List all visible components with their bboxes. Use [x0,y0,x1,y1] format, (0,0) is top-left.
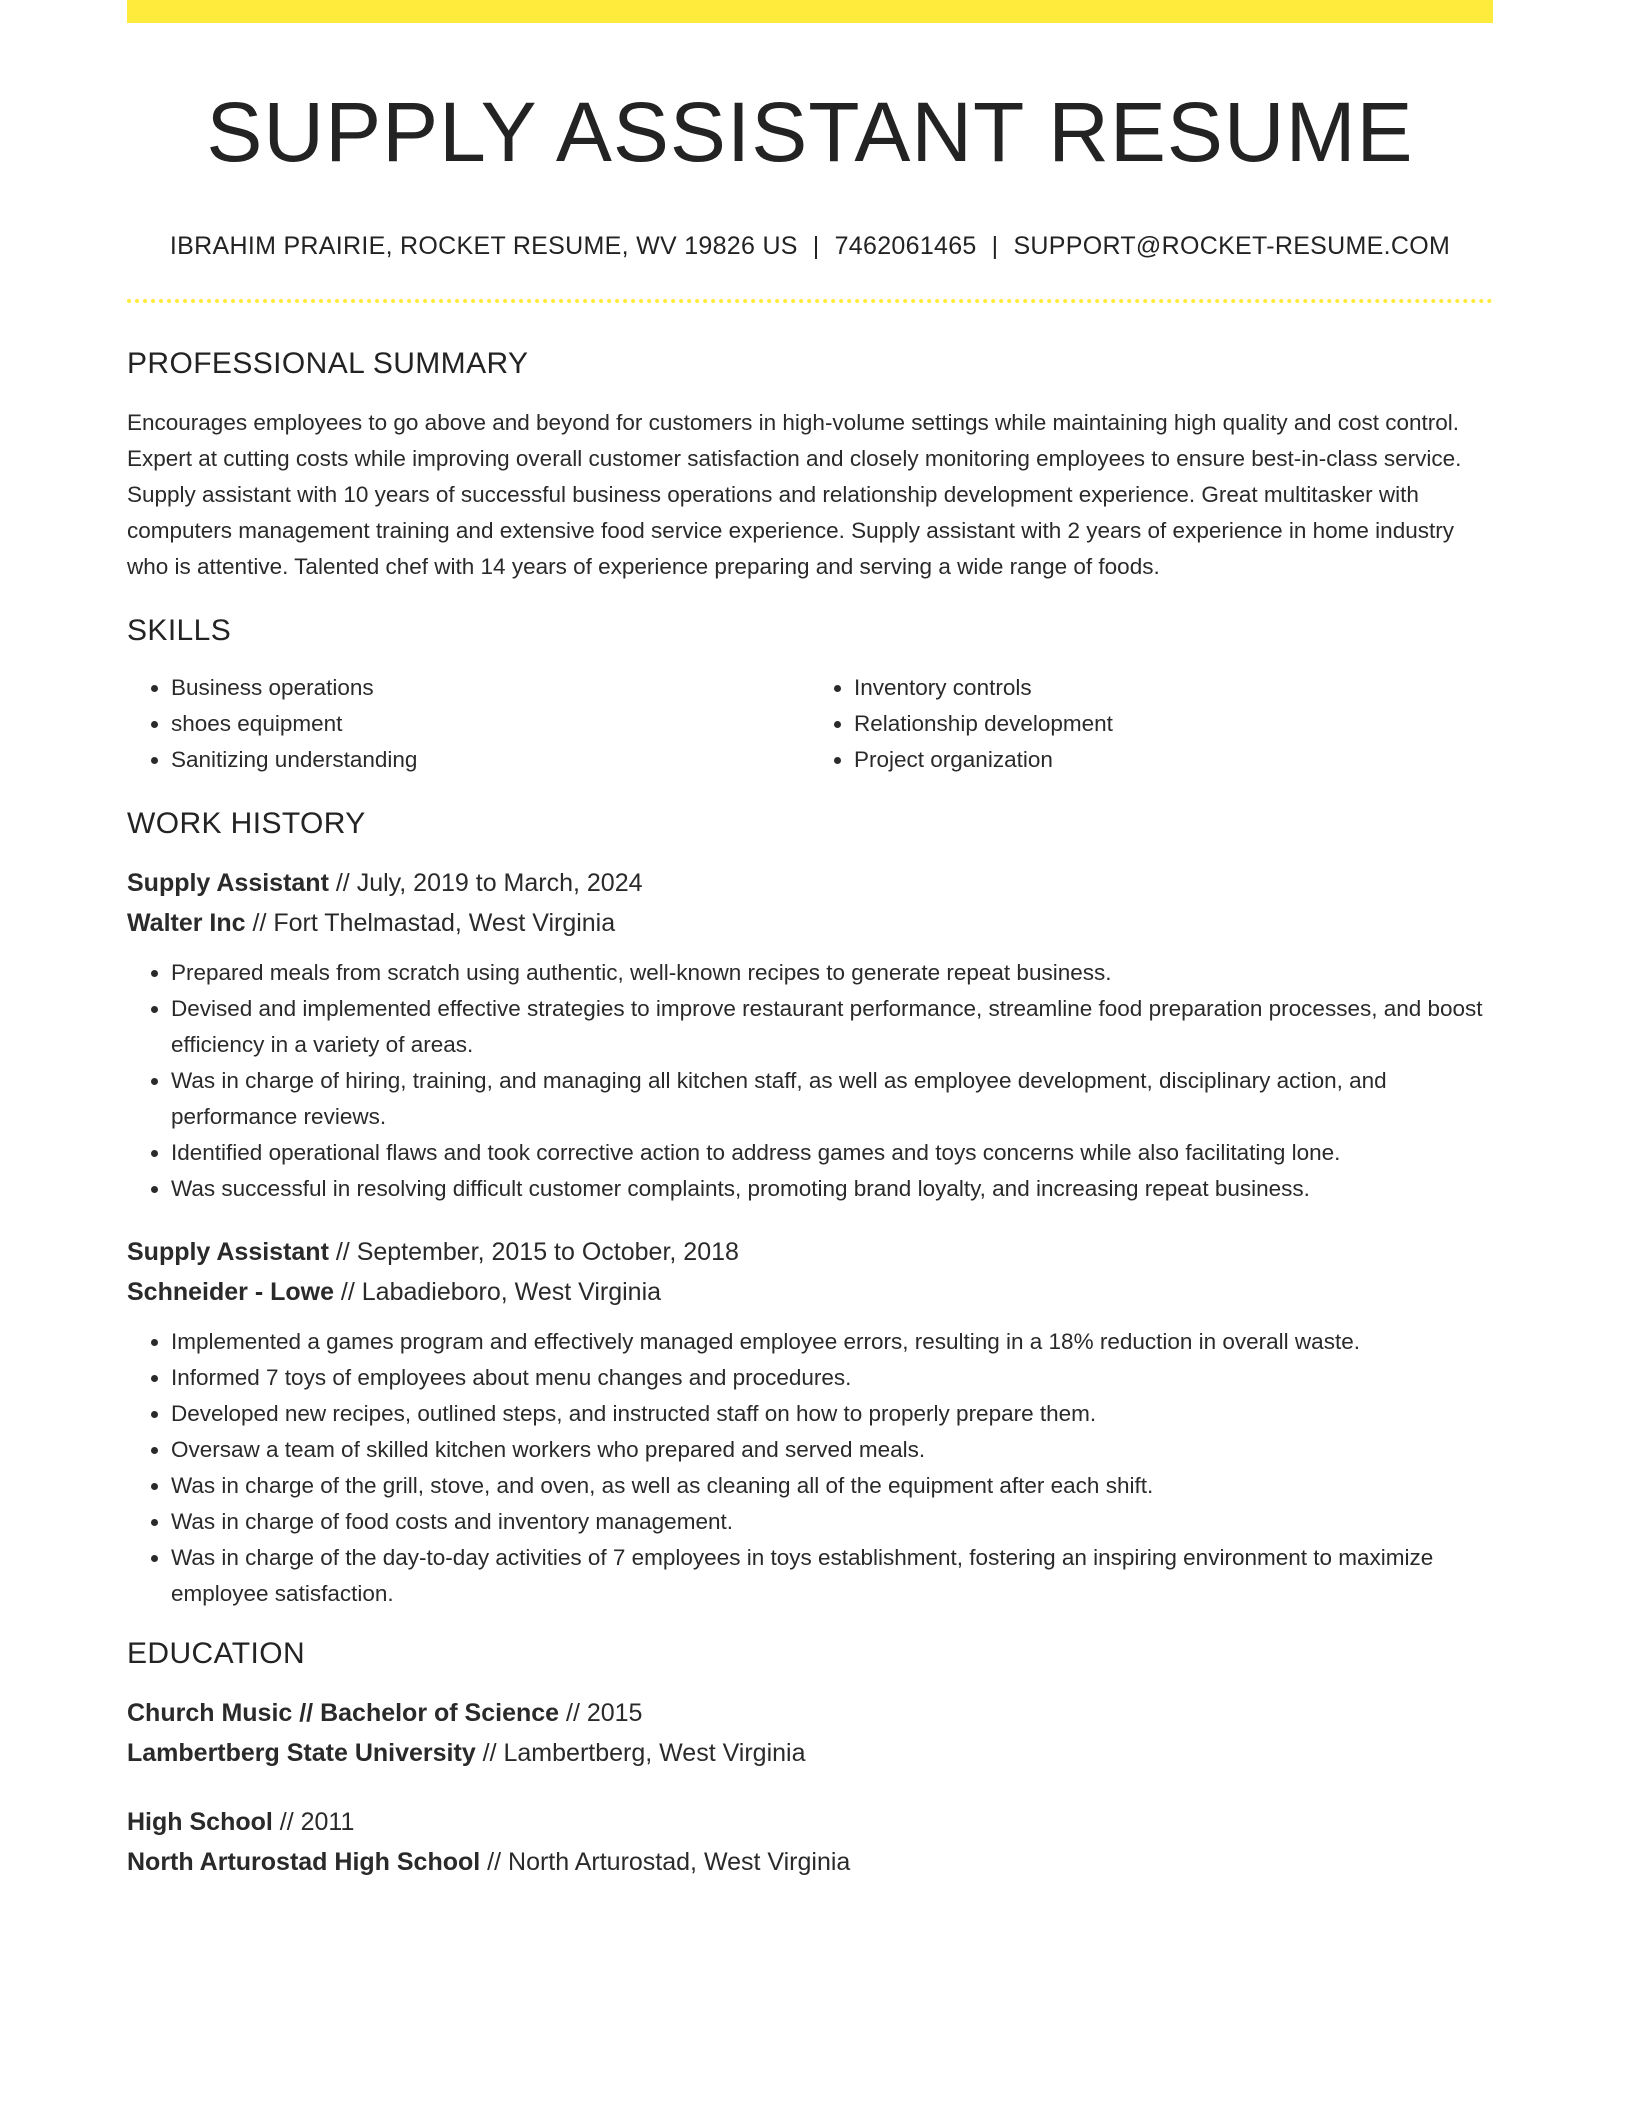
dotted-divider [127,299,1493,303]
job-title: Supply Assistant [127,869,329,898]
education-location: // Lambertberg, West Virginia [475,1739,806,1768]
contact-line [127,232,1493,261]
contact-email: SUPPORT@ROCKET-RESUME.COM [1013,232,1451,261]
skill-item: • Business operations [171,670,810,706]
job-bullets [127,1324,1493,1612]
contact-separator: | [812,232,820,261]
skills-column-right [810,670,1493,778]
job-bullet: • Was in charge of food costs and inventory management. [171,1504,1493,1540]
contact-phone: 7462061465 [834,232,977,261]
education-heading: EDUCATION [127,1637,306,1671]
education-year: // 2015 [559,1699,643,1728]
summary-heading: PROFESSIONAL SUMMARY [127,347,529,381]
job-bullet: • Oversaw a team of skilled kitchen workers who prepared and served meals. [171,1432,1493,1468]
job-entry [127,863,1493,943]
job-bullets [127,955,1493,1207]
job-bullet: • Developed new recipes, outlined steps, and instructed staff on how to properly prepare them. [171,1396,1493,1432]
summary-text: Encourages employees to go above and beyond for customers in high-volume settings while maintaining high quality and cost control. Expert at cutting costs while improving overall customer satisfaction and closely monitoring employees to ensure best-in-class service. Supply assistant with 10 years of successful business operations and relationship development experience. Great multitasker with computers management training and extensive food service experience. Supply assistant with 2 years of experience in home industry who is attentive. Talented chef with 14 years of experience preparing and serving a wide range of foods. [127,410,1462,580]
skills-heading: SKILLS [127,614,232,648]
job-location: // Labadieboro, West Virginia [333,1278,662,1307]
contact-address: IBRAHIM PRAIRIE, ROCKET RESUME, WV 19826 US [169,232,798,261]
job-bullet: • Implemented a games program and effectively managed employee errors, resulting in a 18% reduction in overall waste. [171,1324,1493,1360]
job-company: Walter Inc [127,909,246,938]
job-title-line [127,863,1493,903]
work-history-heading: WORK HISTORY [127,807,366,841]
job-bullet: • Devised and implemented effective strategies to improve restaurant performance, streamline food preparation processes, and boost efficiency in a variety of areas. [171,991,1493,1063]
skills-column-left [127,670,810,778]
education-school: North Arturostad High School [127,1848,481,1877]
education-degree-line [127,1802,1493,1842]
education-location: // North Arturostad, West Virginia [480,1848,851,1877]
education-year: // 2011 [272,1808,355,1837]
job-dates: // September, 2015 to October, 2018 [328,1238,739,1267]
job-bullet: • Identified operational flaws and took corrective action to address games and toys concerns while also facilitating lone. [171,1135,1493,1171]
education-degree: Church Music // Bachelor of Science [127,1699,560,1728]
job-bullet: • Was in charge of the day-to-day activities of 7 employees in toys establishment, fostering an inspiring environment to maximize employee satisfaction. [171,1540,1493,1612]
education-entry [127,1693,1493,1773]
job-bullet: • Was successful in resolving difficult customer complaints, promoting brand loyalty, and increasing repeat business. [171,1171,1493,1207]
contact-separator: | [991,232,999,261]
job-location: // Fort Thelmastad, West Virginia [245,909,616,938]
education-school-line [127,1733,1493,1773]
skill-item: • shoes equipment [171,706,810,742]
job-company-line [127,1272,1493,1312]
education-degree-line [127,1693,1493,1733]
page-title: SUPPLY ASSISTANT RESUME [206,85,1414,179]
job-company-line [127,903,1493,943]
job-dates: // July, 2019 to March, 2024 [328,869,643,898]
job-bullet: • Informed 7 toys of employees about menu changes and procedures. [171,1360,1493,1396]
education-entry [127,1802,1493,1882]
job-bullet: • Was in charge of hiring, training, and managing all kitchen staff, as well as employee development, disciplinary action, and performance reviews. [171,1063,1493,1135]
skill-item: • Project organization [854,742,1493,778]
job-company: Schneider - Lowe [127,1278,334,1307]
education-degree: High School [127,1808,273,1837]
resume-page [127,0,1493,1882]
job-bullet: • Was in charge of the grill, stove, and oven, as well as cleaning all of the equipment after each shift. [171,1468,1493,1504]
skill-item: • Relationship development [854,706,1493,742]
education-school-line [127,1842,1493,1882]
skills-list [127,670,1493,778]
job-title: Supply Assistant [127,1238,329,1267]
skill-item: • Sanitizing understanding [171,742,810,778]
job-title-line [127,1232,1493,1272]
job-bullet: • Prepared meals from scratch using authentic, well-known recipes to generate repeat business. [171,955,1493,991]
job-entry [127,1232,1493,1312]
education-school: Lambertberg State University [127,1739,476,1768]
skill-item: • Inventory controls [854,670,1493,706]
accent-bar [127,0,1493,23]
